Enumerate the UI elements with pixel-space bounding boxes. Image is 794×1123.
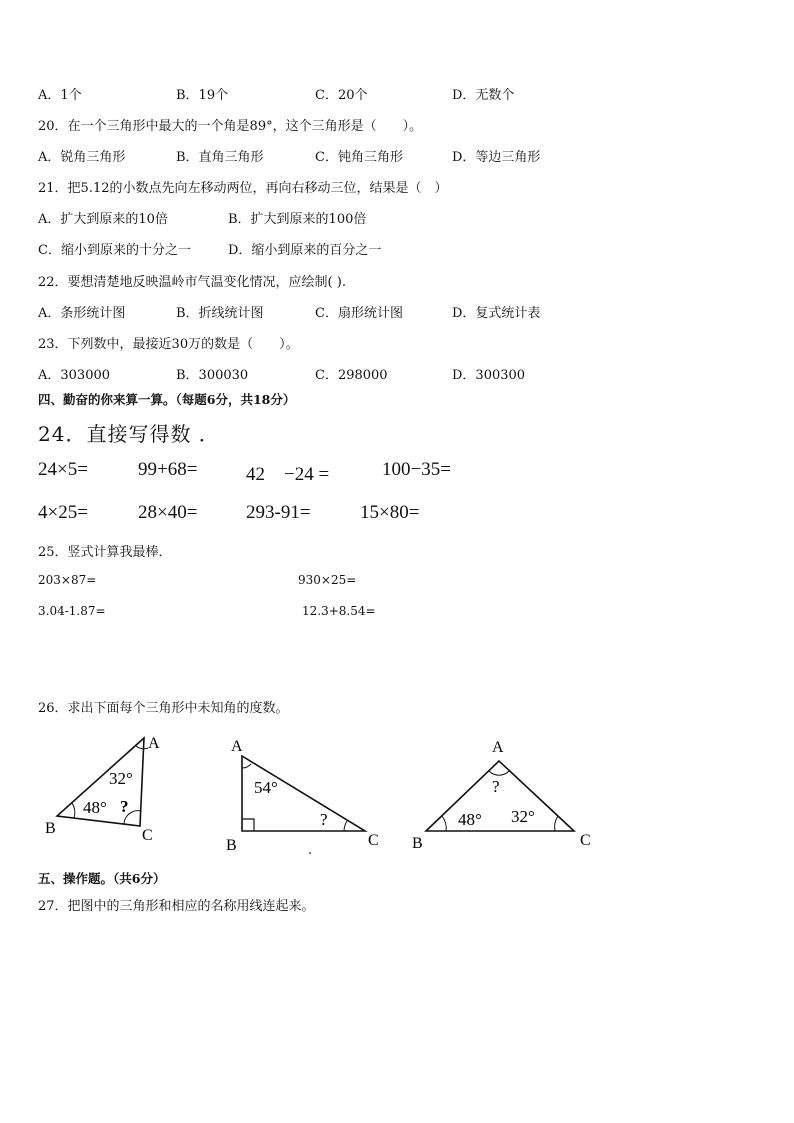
- triangle-2-vertex-c: C: [368, 832, 379, 849]
- q21-option-d[interactable]: D．缩小到原来的百分之一: [228, 243, 382, 258]
- q24-expr-3: 42 −24 =: [246, 464, 330, 485]
- triangle-2-arc-a: [242, 764, 251, 768]
- triangle-2-right-angle-mark: [242, 819, 254, 831]
- q20-option-b[interactable]: B．直角三角形: [176, 150, 264, 165]
- triangle-3-arc-a: [489, 771, 509, 775]
- q21-option-a[interactable]: A．扩大到原来的10倍: [38, 212, 168, 227]
- q20-stem: 20．在一个三角形中最大的一个角是89°，这个三角形是（ ）。: [38, 119, 423, 134]
- triangle-1: [45, 735, 160, 844]
- triangle-2-vertex-b: B: [226, 837, 237, 854]
- q22-option-a[interactable]: A．条形统计图: [38, 306, 126, 321]
- triangle-2-angle-a: 54°: [254, 778, 278, 797]
- triangle-2-arc-c: [344, 821, 347, 831]
- q22-option-c[interactable]: C．扇形统计图: [315, 306, 403, 321]
- section-4-heading: 四、勤奋的你来算一算。（每题6分，共18分）: [38, 392, 296, 407]
- triangle-1-arc-a: [136, 746, 148, 749]
- q21-stem: 21．把5.12的小数点先向左移动两位，再向右移动三位，结果是（ ）: [38, 181, 448, 196]
- section-5-heading: 五、操作题。（共6分）: [38, 871, 166, 886]
- triangle-1-arc-b: [72, 803, 75, 818]
- q24-expr-2: 99+68=: [138, 459, 198, 480]
- q24-expr-8: 15×80=: [360, 502, 420, 523]
- triangle-1-unknown: ?: [120, 797, 129, 816]
- q23-stem: 23．下列数中，最接近30万的数是（ ）。: [38, 337, 299, 352]
- q20-option-d[interactable]: D．等边三角形: [452, 150, 541, 165]
- triangle-1-vertex-a: A: [148, 735, 160, 752]
- triangle-3-angle-b: 48°: [458, 810, 482, 829]
- triangle-3-angle-c: 32°: [511, 807, 535, 826]
- q25-item-2: 930×25=: [298, 573, 357, 587]
- q20-option-a[interactable]: A．锐角三角形: [38, 150, 126, 165]
- triangle-1-angle-a: 32°: [109, 769, 133, 788]
- triangle-3-arc-b: [442, 816, 446, 831]
- q22-stem: 22．要想清楚地反映温岭市气温变化情况，应绘制( ).: [38, 275, 346, 290]
- triangle-2-vertex-a: A: [231, 738, 243, 755]
- q27-stem: 27．把图中的三角形和相应的名称用线连起来。: [38, 899, 315, 914]
- q23-option-b[interactable]: B．300030: [176, 368, 249, 383]
- triangle-3-arc-c: [555, 816, 558, 831]
- triangle-2-unknown: ?: [320, 810, 328, 829]
- triangle-3-vertex-b: B: [412, 835, 423, 852]
- q19-option-a[interactable]: A．1个: [38, 88, 82, 103]
- q25-item-1: 203×87=: [38, 573, 97, 587]
- q24-expr-4: 100−35=: [382, 459, 451, 480]
- triangle-1-vertex-c: C: [142, 827, 153, 844]
- q21-option-b[interactable]: B．扩大到原来的100倍: [228, 212, 367, 227]
- q26-title: 26．求出下面每个三角形中未知角的度数。: [38, 701, 289, 716]
- q23-option-c[interactable]: C．298000: [315, 368, 388, 383]
- q24-expr-6: 28×40=: [138, 502, 198, 523]
- triangle-3: [412, 739, 591, 852]
- q23-option-d[interactable]: D．300300: [452, 368, 526, 383]
- triangle-3-vertex-c: C: [580, 832, 591, 849]
- q21-option-c[interactable]: C．缩小到原来的十分之一: [38, 243, 191, 258]
- triangle-2: [226, 738, 379, 854]
- q24-expr-5: 4×25=: [38, 502, 88, 523]
- q25-title: 25．竖式计算我最棒．: [38, 545, 172, 560]
- q23-option-a[interactable]: A．303000: [38, 368, 111, 383]
- q22-option-d[interactable]: D．复式统计表: [452, 306, 541, 321]
- q24-title: 24．直接写得数 ．: [38, 422, 220, 446]
- triangle-1-vertex-b: B: [45, 820, 56, 837]
- q22-option-b[interactable]: B．折线统计图: [176, 306, 264, 321]
- q25-item-3: 3.04-1.87=: [38, 604, 106, 618]
- scan-dot: [309, 852, 311, 854]
- triangle-3-unknown: ?: [492, 777, 500, 796]
- triangle-3-shape: [426, 761, 574, 831]
- q19-option-d[interactable]: D．无数个: [452, 88, 515, 103]
- q24-expr-1: 24×5=: [38, 459, 88, 480]
- q19-option-b[interactable]: B．19个: [176, 88, 229, 103]
- triangle-1-angle-b: 48°: [83, 798, 107, 817]
- q25-item-4: 12.3+8.54=: [302, 604, 376, 618]
- triangle-3-vertex-a: A: [492, 739, 504, 756]
- q20-option-c[interactable]: C．钝角三角形: [315, 150, 403, 165]
- q19-option-c[interactable]: C．20个: [315, 88, 368, 103]
- q24-expr-7: 293-91=: [246, 502, 311, 523]
